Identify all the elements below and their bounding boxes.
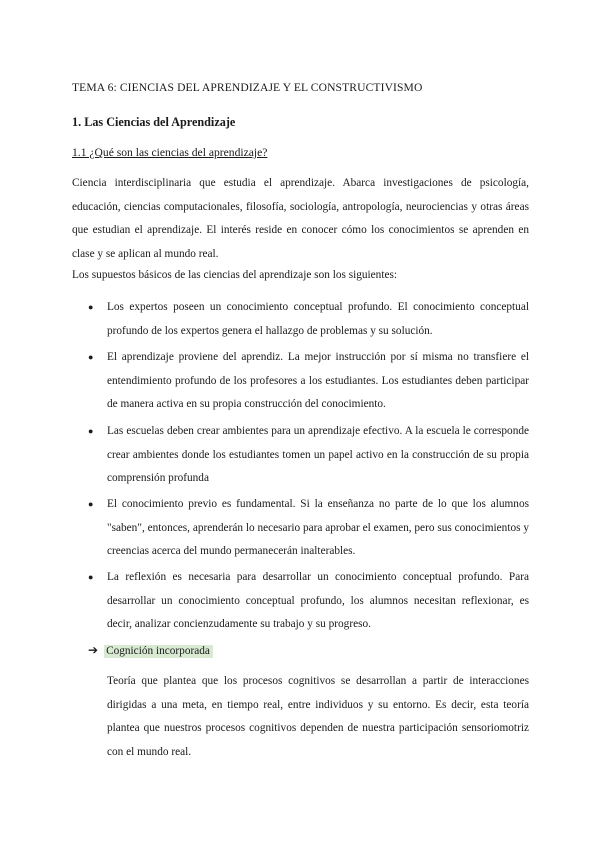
- highlighted-topic-label: Cognición incorporada: [104, 645, 213, 658]
- highlighted-topic: [88, 640, 528, 661]
- list-item-text: La reflexión es necesaria para desarrollar un conocimiento conceptual profundo. Para desarrollar un conocimiento conceptual profundo, los alumnos necesitan reflexionar, es decir, analizar concienzudamente su trabajo y su progreso.: [107, 571, 529, 631]
- arrow-right-icon: ➔: [88, 643, 99, 657]
- list-item-text: Las escuelas deben crear ambientes para un aprendizaje efectivo. A la escuela le corresponde crear ambientes donde los estudiantes tomen un papel activo en la construcción de su propia comprensión profunda: [107, 425, 529, 485]
- bullet-icon: ●: [88, 499, 94, 509]
- intro-paragraph: Ciencia interdisciplinaria que estudia el aprendizaje. Abarca investigaciones de psicología, educación, ciencias computacionales, filosofía, sociología, antropología, neurociencias y otras áreas que estudian el aprendizaje. El interés reside en conocer cómo los conocimientos se aprenden en clase y se aplican al mundo real.: [72, 177, 529, 260]
- list-item-text: El conocimiento previo es fundamental. Si la enseñanza no parte de lo que los alumnos "saben", entonces, aprenderán lo necesario para aprobar el examen, pero sus conocimientos y creencias acerca del mundo permanecerán inalterables.: [107, 498, 529, 558]
- bullet-icon: ●: [88, 302, 94, 312]
- bullet-icon: ●: [88, 572, 94, 582]
- assumptions-intro: Los supuestos básicos de las ciencias del aprendizaje son los siguientes:: [72, 269, 398, 281]
- list-item-text: El aprendizaje proviene del aprendiz. La mejor instrucción por sí misma no transfiere el entendimiento profundo de los profesores a los estudiantes. Los estudiantes deben participar de manera activa en su propia construcción del conocimiento.: [107, 351, 529, 411]
- bullet-icon: ●: [88, 352, 94, 362]
- bullet-icon: ●: [88, 426, 94, 436]
- section-heading: 1. Las Ciencias del Aprendizaje: [72, 115, 236, 129]
- document-title: TEMA 6: CIENCIAS DEL APRENDIZAJE Y EL CONSTRUCTIVISMO: [72, 81, 423, 94]
- subsection-heading: 1.1 ¿Qué son las ciencias del aprendizaje?: [72, 146, 268, 159]
- topic-paragraph: Teoría que plantea que los procesos cognitivos se desarrollan a partir de interacciones dirigidas a una meta, en tiempo real, entre individuos y su entorno. Es decir, esta teoría plantea que nuestros procesos cognitivos dependen de nuestra participación sensoriomotriz con el mundo real.: [107, 675, 529, 758]
- list-item-text: Los expertos poseen un conocimiento conceptual profundo. El conocimiento conceptual profundo de los expertos genera el hallazgo de problemas y su solución.: [107, 301, 529, 337]
